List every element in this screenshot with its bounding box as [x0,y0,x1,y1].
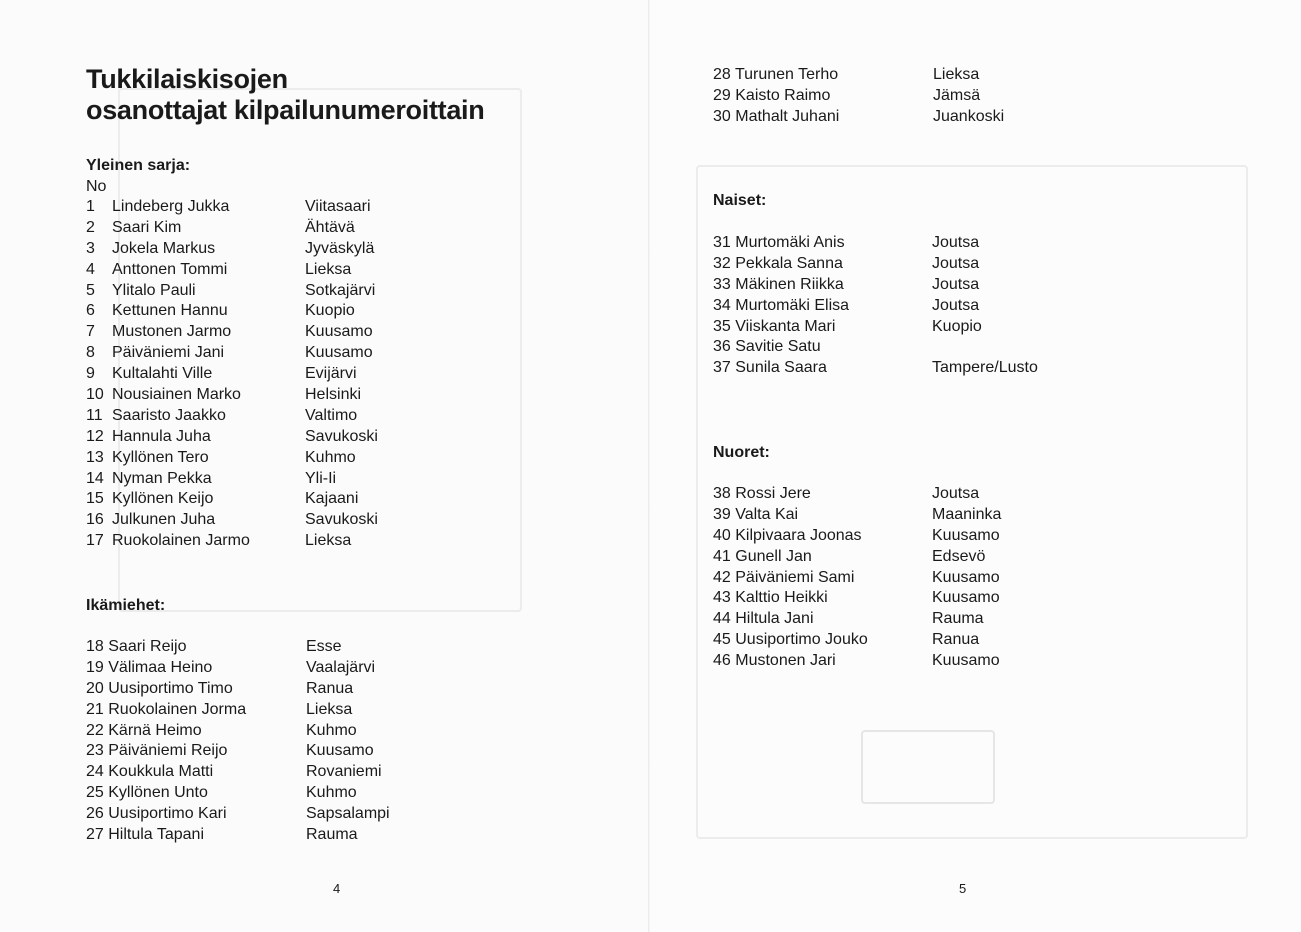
competitor-name: Ruokolainen Jarmo [112,532,250,550]
list-item [86,658,406,679]
entry-number: 3 [86,239,95,257]
competitor-town: Lieksa [305,532,352,550]
competitor-town: Kuusamo [306,742,374,760]
entry-number: 7 [86,323,95,341]
list-item [86,510,406,531]
page-title-line1: Tukkilaiskisojen [86,64,288,94]
number-column-label: No [86,178,107,195]
list-item [713,254,1053,275]
competitor-name: 39 Valta Kai [713,505,799,523]
competitor-town: Valtimo [305,406,358,424]
competitor-town: Sapsalampi [306,805,390,823]
general-series-heading: Yleinen sarja: [86,157,191,174]
list-item [86,448,406,469]
competitor-name: Anttonen Tommi [112,260,228,278]
show-through-logo [861,730,995,804]
competitor-town: Evijärvi [305,365,357,383]
list-item [713,526,1053,547]
entry-number: 6 [86,302,95,320]
competitor-name: Kettunen Hannu [112,302,228,320]
competitor-town: Jyväskylä [305,239,375,257]
list-item [86,239,406,260]
competitor-name: 38 Rossi Jere [713,485,811,502]
competitor-town: Lieksa [933,66,980,83]
competitor-name: 34 Murtomäki Elisa [713,296,850,314]
competitor-town: Vaalajärvi [306,658,376,676]
competitor-name: 19 Välimaa Heino [86,658,213,676]
page-title [86,64,484,126]
competitor-name: 28 Turunen Terho [713,66,839,83]
competitor-name: Saari Kim [112,218,182,236]
competitor-name: 27 Hiltula Tapani [86,826,205,844]
competitor-name: 24 Koukkula Matti [86,763,214,781]
list-item [713,275,1053,296]
competitor-town: Kuhmo [305,448,356,466]
list-item [86,197,406,218]
page-number: 4 [333,881,341,896]
competitor-name: 33 Mäkinen Riikka [713,275,844,293]
entry-number: 1 [86,198,95,215]
youth-heading: Nuoret: [713,444,770,461]
competitor-name: 31 Murtomäki Anis [713,234,845,251]
list-item [713,86,1053,107]
competitor-name: 43 Kalttio Heikki [713,589,828,607]
competitor-town: Kuhmo [306,784,357,802]
entry-number: 4 [86,260,95,278]
competitor-town: Joutsa [932,234,980,251]
list-item [713,107,1053,128]
entry-number: 13 [86,448,104,466]
list-item [86,489,406,510]
competitor-name: 45 Uusiportimo Jouko [713,631,868,649]
entry-number: 17 [86,532,104,550]
list-item [713,588,1053,609]
list-item [86,679,406,700]
competitor-town: Rauma [306,826,358,844]
competitor-name: 18 Saari Reijo [86,638,187,655]
list-item [86,721,406,742]
list-item [86,741,406,762]
women-heading: Naiset: [713,192,767,209]
competitor-town: Kuusamo [305,323,373,341]
competitor-name: Saaristo Jaakko [112,406,226,424]
competitor-name: Mustonen Jarmo [112,323,232,341]
competitor-town: Kajaani [305,490,359,508]
competitor-name: 29 Kaisto Raimo [713,86,831,104]
list-item [86,322,406,343]
list-item [86,637,406,658]
list-item [86,783,406,804]
competitor-town: Kuusamo [932,589,1000,607]
list-item [86,700,406,721]
competitor-town: Savukoski [305,511,378,529]
list-item [86,281,406,302]
competitor-name: 35 Viiskanta Mari [713,317,836,335]
competitor-name: Hannula Juha [112,427,211,445]
entry-number: 5 [86,281,95,299]
list-item [713,337,1053,358]
competitor-name: Julkunen Juha [112,511,216,529]
competitor-name: 30 Mathalt Juhani [713,107,840,125]
competitor-town: Lieksa [305,260,352,278]
competitor-town: Sotkajärvi [305,281,376,299]
competitor-name: 21 Ruokolainen Jorma [86,700,247,718]
competitor-name: Nousiainen Marko [112,386,241,404]
list-item [713,547,1053,568]
competitor-name: 40 Kilpivaara Joonas [713,526,862,544]
list-item [713,233,1053,254]
competitor-name: 46 Mustonen Jari [713,652,836,670]
competitor-name: 42 Päiväniemi Sami [713,568,855,586]
competitor-town: Savukoski [305,427,378,445]
competitor-name: 25 Kyllönen Unto [86,784,208,802]
competitor-town: Tampere/Lusto [932,359,1038,377]
entry-number: 10 [86,386,104,404]
competitor-town: Kuusamo [932,526,1000,544]
competitor-town: Juankoski [933,107,1005,125]
competitor-town: Rovaniemi [306,763,382,781]
competitor-town: Viitasaari [305,198,371,215]
competitor-town: Joutsa [932,296,980,314]
entry-number: 12 [86,427,104,445]
list-item [86,406,406,427]
competitor-name: 36 Savitie Satu [713,338,821,356]
competitor-name: Lindeberg Jukka [112,198,230,215]
list-item [86,260,406,281]
competitor-name: 37 Sunila Saara [713,359,827,377]
list-item [86,531,406,552]
list-item [86,427,406,448]
list-item [86,364,406,385]
competitor-town: Kuusamo [932,652,1000,670]
seniors-list [86,637,406,846]
competitor-town: Joutsa [932,254,980,272]
list-item [713,568,1053,589]
competitor-name: 41 Gunell Jan [713,547,812,565]
right-page [651,0,1301,932]
competitor-town: Lieksa [306,700,353,718]
entry-number: 8 [86,344,95,362]
competitor-name: 20 Uusiportimo Timo [86,679,233,697]
list-item [86,469,406,490]
entry-number: 14 [86,469,104,487]
competitor-name: Kyllönen Tero [112,448,209,466]
competitor-town: Ähtävä [305,218,355,236]
list-item [713,609,1053,630]
list-item [713,484,1053,505]
entry-number: 2 [86,218,95,236]
competitor-town: Helsinki [305,386,362,404]
competitor-town: Kuusamo [305,344,373,362]
competitor-town: Ranua [306,679,354,697]
competitor-town: Edsevö [932,547,986,565]
competitor-name: Kyllönen Keijo [112,490,214,508]
list-item [86,825,406,846]
list-item [713,651,1053,672]
list-item [86,343,406,364]
competitor-name: Nyman Pekka [112,469,212,487]
page-number: 5 [959,881,967,896]
page-title-line2: osanottajat kilpailunumeroittain [86,95,485,125]
competitor-name: Päiväniemi Jani [112,344,225,362]
list-item [713,317,1053,338]
entry-number: 9 [86,365,95,383]
list-item [713,505,1053,526]
competitor-name: 23 Päiväniemi Reijo [86,742,228,760]
competitor-name: Ylitalo Pauli [112,281,196,299]
competitor-name: 26 Uusiportimo Kari [86,805,227,823]
competitor-town: Jämsä [933,86,981,104]
youth-list [713,484,1053,672]
competitor-town: Joutsa [932,485,980,502]
list-item [86,762,406,783]
seniors-heading: Ikämiehet: [86,597,166,614]
competitor-name: Kultalahti Ville [112,365,213,383]
competitor-town: Yli-Ii [305,469,337,487]
competitor-town: Maaninka [932,505,1002,523]
competitor-town: Kuopio [932,317,982,335]
competitor-town: Kuopio [305,302,355,320]
entry-number: 11 [86,406,103,424]
competitor-town: Rauma [932,610,984,628]
continued-list [713,65,1053,128]
list-item [86,301,406,322]
competitor-town: Esse [306,638,342,655]
women-list [713,233,1053,379]
entry-number: 16 [86,511,104,529]
general-series-list [86,197,406,552]
list-item [86,218,406,239]
list-item [86,804,406,825]
list-item [86,385,406,406]
list-item [713,65,1053,86]
list-item [713,296,1053,317]
competitor-name: 22 Kärnä Heimo [86,721,202,739]
competitor-town: Joutsa [932,275,980,293]
competitor-town: Ranua [932,631,980,649]
competitor-town: Kuhmo [306,721,357,739]
list-item [713,630,1053,651]
competitor-name: 32 Pekkala Sanna [713,254,843,272]
competitor-town: Kuusamo [932,568,1000,586]
competitor-name: Jokela Markus [112,239,216,257]
list-item [713,358,1053,379]
entry-number: 15 [86,490,104,508]
competitor-name: 44 Hiltula Jani [713,610,814,628]
